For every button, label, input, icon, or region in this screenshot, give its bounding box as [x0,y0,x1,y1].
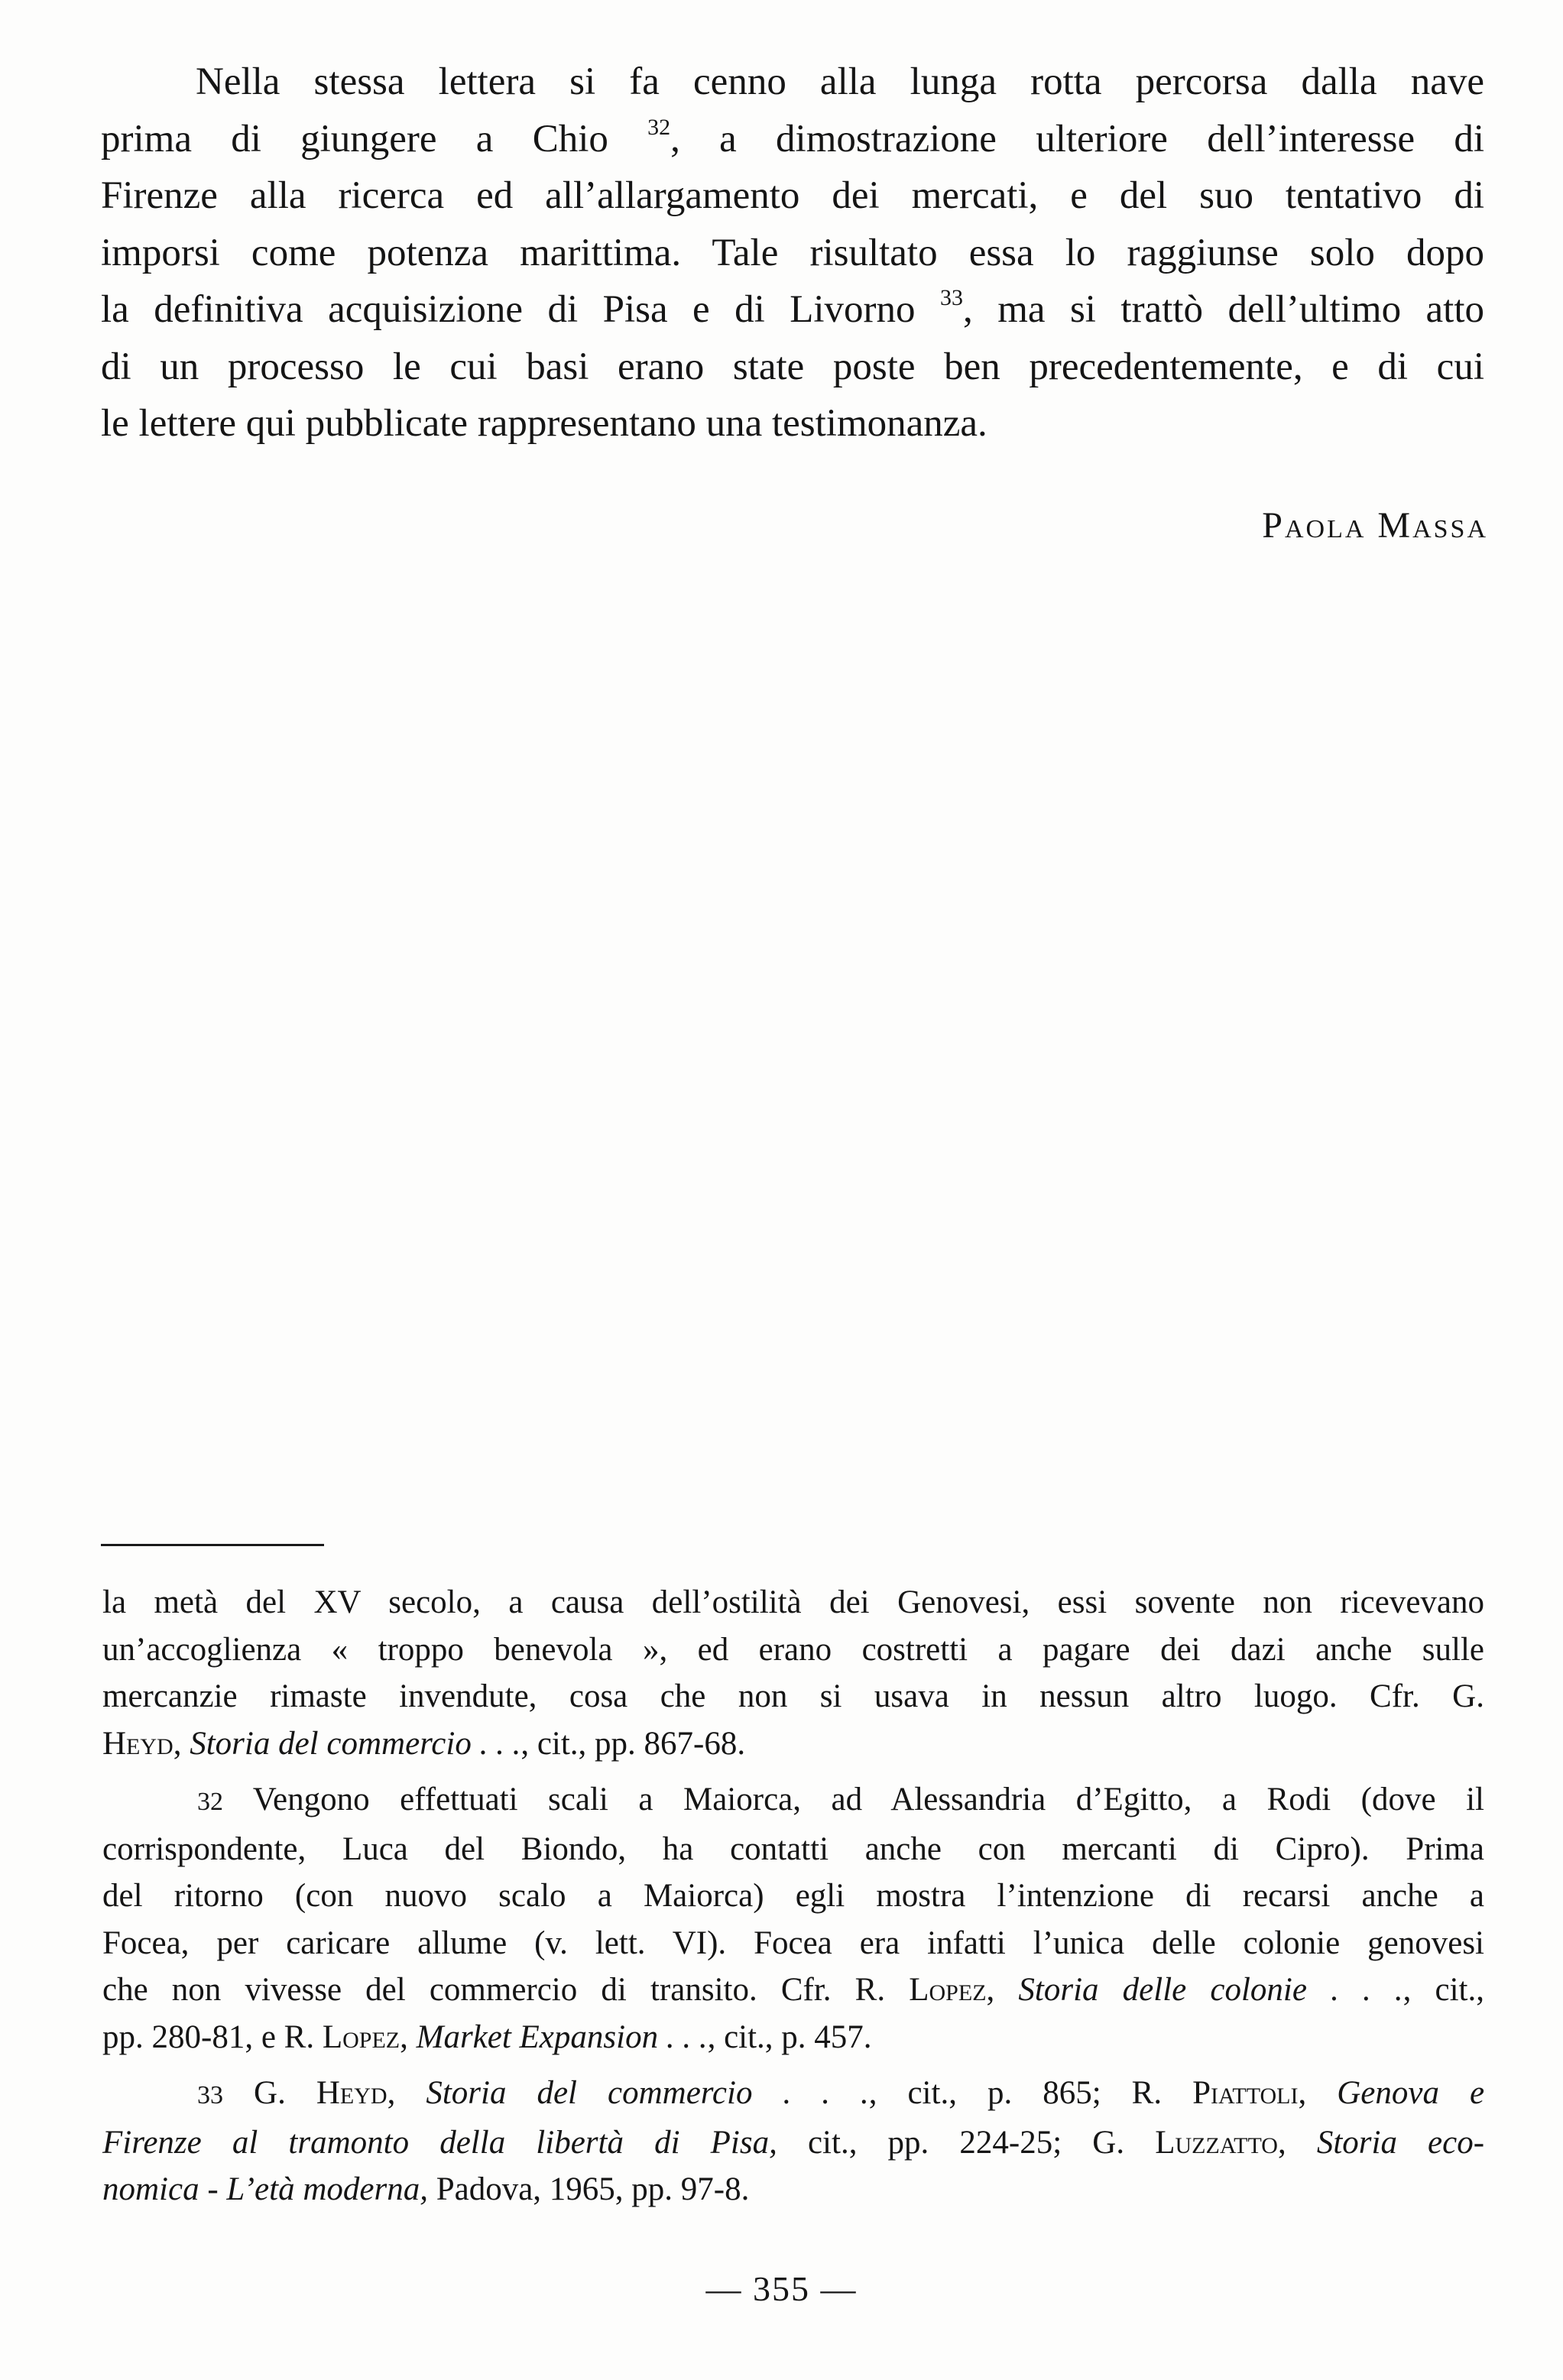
author-signature: Paola Massa [1262,505,1488,546]
footnote-line: Focea, per caricare allume (v. lett. VI). Focea era infatti l’unica delle colonie genovesi [102,1924,1484,1961]
footnote-line [102,1776,1484,1826]
cited-author: Heyd [316,2075,388,2111]
footnote-line: un’accoglienza « troppo benevola », ed erano costretti a pagare dei dazi anche sulle [102,1631,1484,1668]
cited-title: Firenze al tramonto della libertà di Pisa, [102,2124,777,2161]
body-line [101,111,1484,168]
footnote-line: corrispondente, Luca del Biondo, ha contatti anche con mercanti di Cipro). Prima [102,1830,1484,1867]
footnote-line: pp. 280-81, e R. Lopez, Market Expansion . . ., cit., p. 457. [102,2018,872,2055]
body-line: le lettere qui pubblicate rappresentano una testimonanza. [101,402,987,445]
body-paragraph [101,54,1484,452]
footnote-line [102,2166,1484,2213]
footnote-text: pp. 280-81, e R. [102,2018,315,2055]
footnote-separator [101,1544,324,1546]
footnote-text: , cit., p. 457. [707,2018,872,2055]
footnote-line: mercanzie rimaste invendute, cosa che non si usava in nessun altro luogo. Cfr. G. [102,1678,1484,1714]
body-text-run: , a dimostrazione ulteriore dell’interesse di [670,117,1484,161]
footnote-ref-33: 33 [940,285,963,310]
cited-author: Luzzatto [1155,2124,1278,2161]
cited-title: Storia del commercio . . . [426,2075,869,2111]
body-line: imporsi come potenza marittima. Tale risultato essa lo raggiunse solo dopo [101,231,1484,274]
cited-title: Storia eco- [1316,2124,1485,2161]
footnote-text: , cit., p. 865; R. [868,2075,1163,2111]
body-line [101,281,1484,339]
cited-title: Genova e [1337,2075,1485,2111]
body-line: Nella stessa lettera si fa cenno alla lunga rotta percorsa dalla nave [196,60,1484,103]
footnote-text: , cit., [1402,1972,1484,2008]
footnote-text: G. [254,2075,286,2111]
footnote-ref-32: 32 [647,114,671,140]
footnote-line: la metà del XV secolo, a causa dell’ostilità dei Genovesi, essi sovente non ricevevano [102,1584,1484,1620]
body-line: Firenze alla ricerca ed all’allargamento dei mercati, e del suo tentativo di [101,174,1484,217]
cited-author: Lopez [909,1972,987,2008]
footnote-number: 32 [197,1788,223,1816]
footnote-number: 33 [197,2081,223,2109]
footnote-line: 33 G. Heyd, Storia del commercio . . ., cit., p. 865; R. Piattoli, Genova e [197,2075,1485,2111]
footnote-line: del ritorno (con nuovo scalo a Maiorca) egli mostra l’intenzione di recarsi anche a [102,1878,1484,1914]
body-text-run: la definitiva acquisizione di Pisa e di Livorno [101,288,916,331]
footnote-32 [102,1776,1484,2061]
footnote-continuation [102,1579,1484,1767]
cited-title: Storia del commercio . . . [190,1725,521,1762]
footnote-text: , cit., pp. 867-68. [520,1725,746,1762]
footnote-33 [102,2070,1484,2213]
footnote-text: Padova, 1965, pp. 97-8. [436,2171,750,2207]
cited-title: Storia delle colonie . . . [1018,1972,1403,2008]
cited-author: Lopez [322,2018,400,2055]
footnote-text: Vengono effettuati scali a Maiorca, ad Alessandria d’Egitto, a Rodi (dove il [252,1782,1484,1817]
footnote-line: che non vivesse del commercio di transito. Cfr. R. Lopez, Storia delle colonie . . ., cit., [102,1972,1484,2008]
cited-author: Piattoli [1192,2075,1299,2111]
cited-title: Market Expansion . . . [416,2018,708,2055]
footnote-text: cit., pp. 224-25; G. [807,2124,1125,2161]
body-text-run: prima di giungere a Chio [101,117,608,161]
footnote-line: Heyd, Storia del commercio . . ., cit., pp. 867-68. [102,1725,746,1762]
page-number: — 355 — [705,2269,858,2308]
cited-title: nomica - L’età moderna, [102,2171,428,2207]
footnotes [102,1579,1484,2213]
footnote-text: che non vivesse del commercio di transito. Cfr. R. [102,1972,886,2008]
body-text-run: , ma si trattò dell’ultimo atto [963,288,1485,331]
footnote-line: Firenze al tramonto della libertà di Pisa, cit., pp. 224-25; G. Luzzatto, Storia eco- [102,2124,1485,2161]
cited-author: Heyd [102,1725,173,1762]
body-line: di un processo le cui basi erano state poste ben precedentemente, e di cui [101,345,1484,388]
